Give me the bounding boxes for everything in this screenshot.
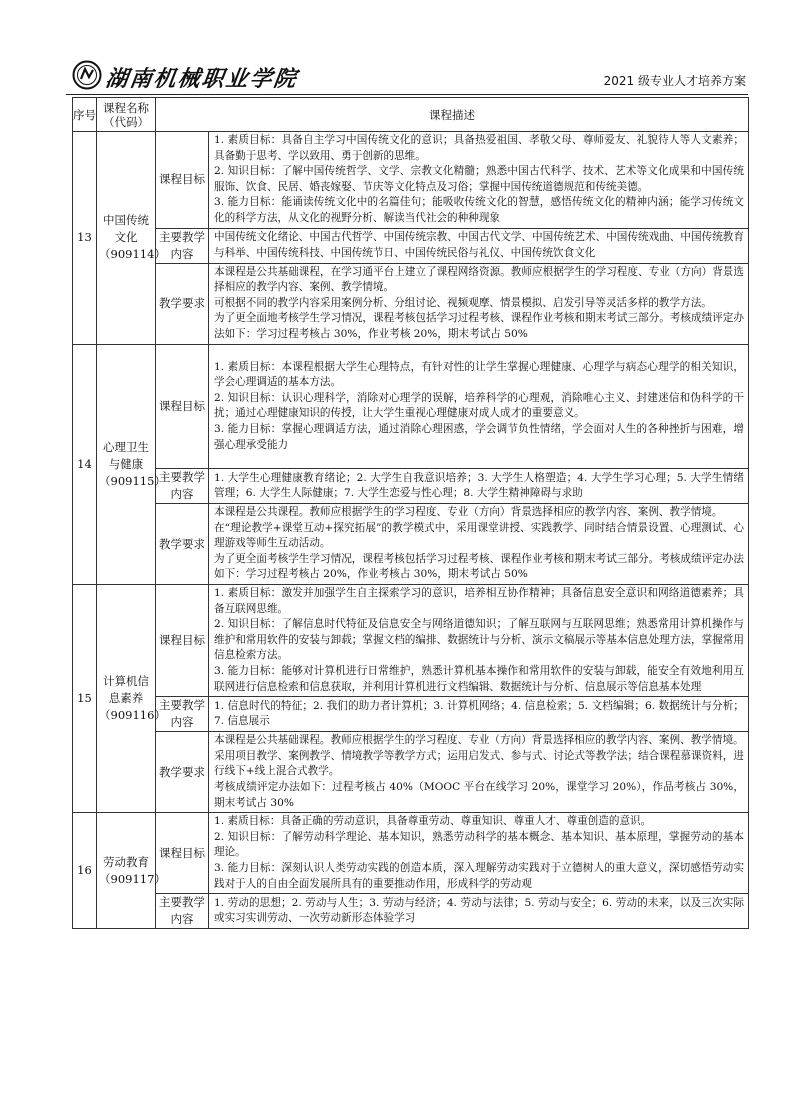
section-content — [209, 813, 749, 894]
course-name: 计算机信息素养（909116） — [97, 585, 156, 813]
desc-line: 本课程是公共基础课程。教师应根据学生的学习程度、专业（方向）背景选择相应的教学内容、案例、教学情境。 — [214, 734, 744, 747]
section-label: 教学要求 — [156, 504, 209, 585]
table-row — [73, 132, 749, 229]
section-label: 主要教学内容 — [156, 894, 209, 929]
table-row — [73, 228, 749, 263]
row-number: 16 — [73, 813, 97, 929]
table-row — [73, 469, 749, 504]
section-content — [209, 132, 749, 229]
desc-line: 1. 大学生心理健康教育绪论；2. 大学生自我意识培养；3. 大学生人格塑造；4. 大学生学习心理；5. 大学生情绪管理；6. 大学生人际健康；7. 大学生恋爱与性心理；8. 大学生精神障碍与求助 — [214, 471, 744, 500]
desc-line: 1. 素质目标：具备正确的劳动意识，具备尊重劳动、尊重知识、尊重人才、尊重创造的意识。 — [214, 815, 652, 828]
course-name: 中国传统文化（909114） — [97, 132, 156, 345]
plan-title: 2021 级专业人才培养方案 — [603, 74, 746, 88]
desc-line: 可根据不同的教学内容采用案例分析、分组讨论、视频观摩、情景模拟、启发引导等灵活多样的教学方法。 — [214, 296, 712, 309]
row-number: 13 — [73, 132, 97, 345]
row-number: 15 — [73, 585, 97, 813]
section-label: 课程目标 — [156, 813, 209, 894]
table-header-row — [73, 98, 749, 132]
desc-line: 1. 信息时代的特征；2. 我们的助力者计算机；3. 计算机网络；4. 信息检索；5. 文档编辑；6. 数据统计与分析；7. 信息展示 — [214, 699, 744, 728]
section-content — [209, 732, 749, 813]
row-number: 14 — [73, 344, 97, 585]
section-content — [209, 469, 749, 504]
table-body — [73, 132, 749, 929]
desc-line: 1. 劳动的思想；2. 劳动与人生；3. 劳动与经济；4. 劳动与法律；5. 劳动与安全；6. 劳动的未来，以及三次实际或实习实训劳动、一次劳动新形态体验学习 — [214, 896, 744, 925]
desc-line: 本课程是公共课程。教师应根据学生的学习程度、专业（方向）背景选择相应的教学内容、案例、教学情境。 — [214, 506, 723, 519]
spacer — [214, 453, 744, 467]
section-content — [209, 504, 749, 585]
section-content — [209, 263, 749, 344]
table-row — [73, 813, 749, 894]
header-course: 课程名称（代码） — [97, 98, 156, 132]
desc-line: 2. 知识目标：了解劳动科学理论、基本知识，熟悉劳动科学的基本概念、基本知识、基本原理，掌握劳动的基本理论。 — [214, 830, 744, 859]
spacer — [214, 346, 744, 360]
table-row — [73, 697, 749, 732]
desc-line: 采用项目教学、案例教学、情境教学等教学方式；运用启发式、参与式、讨论式等教学法；结合课程慕课资料，进行线下+线上混合式教学。 — [214, 749, 744, 778]
course-table — [72, 97, 749, 929]
desc-line: 3. 能力目标：能诵读传统文化中的名篇佳句；能吸收传统文化的智慧，感悟传统文化的精神内涵；能学习传统文化的科学方法，从文化的视野分析、解读当代社会的种种现象 — [214, 196, 744, 224]
desc-line: 中国传统文化绪论、中国古代哲学、中国传统宗教、中国古代文学、中国传统艺术、中国传统戏曲、中国传统教育与科举、中国传统科技、中国传统节日、中国传统民俗与礼仪、中国传统饮食文化 — [214, 230, 744, 259]
desc-line: 1. 素质目标：具备自主学习中国传统文化的意识；具备热爱祖国、孝敬父母、尊师爱友、礼貌待人等人文素养；具备勤于思考、学以致用、勇于创新的思维。 — [214, 134, 744, 162]
section-label: 课程目标 — [156, 132, 209, 229]
desc-line: 本课程是公共基础课程，在学习通平台上建立了课程网络资源。教师应根据学生的学习程度、专业（方向）背景选择相应的教学内容、案例、教学情境。 — [214, 265, 744, 294]
desc-line: 2. 知识目标：了解中国传统哲学、文学、宗教文化精髓；熟悉中国古代科学、技术、艺术等文化成果和中国传统服饰、饮食、民居、婚丧嫁娶、节庆等文化特点及习俗；掌握中国传统道德规范和传统美德。 — [214, 165, 744, 193]
section-label: 课程目标 — [156, 585, 209, 697]
desc-line: 1. 素质目标：激发并加强学生自主探索学习的意识，培养相互协作精神；具备信息安全意识和网络道德素养；具备互联网思维。 — [214, 587, 744, 615]
desc-line: 3. 能力目标：掌握心理调适方法，通过消除心理困惑，学会调节负性情绪，学会面对人生的各种挫折与困难，增强心理承受能力 — [214, 422, 744, 451]
page-header — [66, 60, 748, 94]
desc-line: 为了更全面地考核学生学习情况，课程考核包括学习过程考核、课程作业考核和期末考试三部分。考核成绩评定办法如下：学习过程考核占 30%，作业考核 20%，期末考试占 50% — [214, 312, 744, 340]
desc-line: 1. 素质目标：本课程根据大学生心理特点，有针对性的让学生掌握心理健康、心理学与病态心理学的相关知识，学会心理调适的基本方法。 — [214, 360, 744, 389]
course-name: 劳动教育（909117） — [97, 813, 156, 929]
header-seq: 序号 — [73, 98, 97, 132]
table-row — [73, 585, 749, 697]
header-rule — [66, 94, 748, 95]
school-logo-icon — [72, 60, 102, 90]
header-description: 课程描述 — [156, 98, 749, 132]
section-label: 教学要求 — [156, 732, 209, 813]
desc-line: 2. 知识目标：了解信息时代特征及信息安全与网络道德知识；了解互联网与互联网思维；熟悉常用计算机操作与维护和常用软件的安装与卸载；掌握文档的编排、数据统计与分析、演示文稿展示等基本信息处理方法，掌握常用信息检索方法。 — [214, 618, 744, 662]
section-label: 主要教学内容 — [156, 228, 209, 263]
table-row — [73, 894, 749, 929]
section-content — [209, 585, 749, 697]
desc-line: 3. 能力目标：深刻认识人类劳动实践的创造本质，深入理解劳动实践对于立德树人的重大意义，深切感悟劳动实践对于人的自由全面发展所具有的重要推动作用，形成科学的劳动观 — [214, 861, 744, 890]
section-content — [209, 894, 749, 929]
section-label: 主要教学内容 — [156, 697, 209, 732]
course-name: 心理卫生与健康（909115） — [97, 344, 156, 585]
desc-line: 为了更全面考核学生学习情况，课程考核包括学习过程考核、课程作业考核和期末考试三部分。考核成绩评定办法如下：学习过程考核占 20%，作业考核占 30%，期末考试占 50% — [214, 552, 744, 581]
section-label: 教学要求 — [156, 263, 209, 344]
desc-line: 3. 能力目标：能够对计算机进行日常维护，熟悉计算机基本操作和常用软件的安装与卸载，能安全有效地利用互联网进行信息检索和信息获取，并利用计算机进行文档编辑、数据统计与分析、信息展示等信息基本处理 — [214, 665, 744, 693]
section-label: 课程目标 — [156, 344, 209, 469]
table-row — [73, 732, 749, 813]
table-row — [73, 263, 749, 344]
desc-line: 在“理论教学+课堂互动+探究拓展”的教学模式中，采用课堂讲授、实践教学、同时结合情景设置、心理测试、心理游戏等师生互动活动。 — [214, 521, 744, 550]
section-content — [209, 697, 749, 732]
section-content — [209, 344, 749, 469]
section-content — [209, 228, 749, 263]
table-row — [73, 504, 749, 585]
desc-line: 考核成绩评定办法如下：过程考核占 40%（MOOC 平台在线学习 20%，课堂学习 20%），作品考核占 30%，期末考试占 30% — [214, 781, 744, 809]
desc-line: 2. 知识目标：认识心理科学，消除对心理学的误解，培养科学的心理观，消除唯心主义、封建迷信和伪科学的干扰；通过心理健康知识的传授，让大学生重视心理健康对成人成才的重要意义。 — [214, 391, 744, 420]
school-name: 湖南机械职业学院 — [103, 66, 300, 92]
table-row — [73, 344, 749, 469]
section-label: 主要教学内容 — [156, 469, 209, 504]
